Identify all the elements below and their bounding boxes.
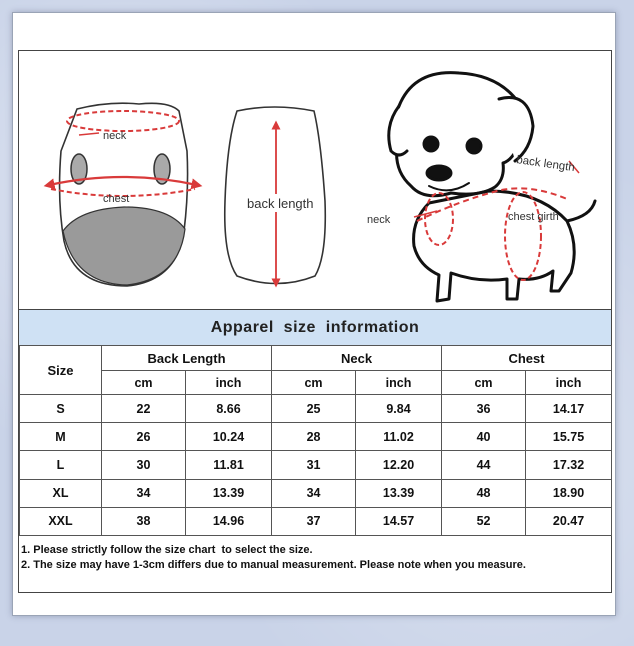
table-cell: 48 bbox=[442, 479, 526, 507]
vest-neck-label: neck bbox=[103, 130, 127, 142]
apparel-size-banner bbox=[19, 309, 611, 346]
table-cell: 13.39 bbox=[186, 479, 272, 507]
table-cell: 17.32 bbox=[526, 451, 612, 479]
table-cell: 31 bbox=[272, 451, 356, 479]
vest-front-illustration bbox=[49, 103, 197, 286]
size-chart-sheet bbox=[18, 50, 612, 593]
unit-inch: inch bbox=[526, 371, 612, 395]
table-cell: 34 bbox=[272, 479, 356, 507]
table-row bbox=[20, 395, 612, 423]
vest-chest-label: chest bbox=[103, 193, 130, 205]
table-cell: 8.66 bbox=[186, 395, 272, 423]
size-table bbox=[19, 345, 612, 536]
table-row bbox=[20, 423, 612, 451]
illustrations-svg bbox=[19, 51, 611, 309]
table-cell: 26 bbox=[102, 423, 186, 451]
vest-back-length-label: back length bbox=[247, 196, 314, 211]
banner-title: Apparel size information bbox=[210, 318, 420, 336]
note-1: 1. Please strictly follow the size chart to select the size. bbox=[21, 544, 313, 556]
table-cell: 44 bbox=[442, 451, 526, 479]
table-cell: 38 bbox=[102, 507, 186, 535]
table-cell: 11.81 bbox=[186, 451, 272, 479]
table-cell: 14.17 bbox=[526, 395, 612, 423]
table-cell: 22 bbox=[102, 395, 186, 423]
table-row bbox=[20, 451, 612, 479]
size-cell: XXL bbox=[20, 507, 102, 535]
chest-header: Chest bbox=[442, 346, 612, 371]
unit-inch: inch bbox=[356, 371, 442, 395]
dog-back-length-label: back length bbox=[515, 154, 576, 175]
size-cell: M bbox=[20, 423, 102, 451]
table-row bbox=[20, 479, 612, 507]
table-row bbox=[20, 507, 612, 535]
table-cell: 13.39 bbox=[356, 479, 442, 507]
table-cell: 40 bbox=[442, 423, 526, 451]
neck-header: Neck bbox=[272, 346, 442, 371]
table-cell: 20.47 bbox=[526, 507, 612, 535]
table-cell: 30 bbox=[102, 451, 186, 479]
table-cell: 9.84 bbox=[356, 395, 442, 423]
illustrations-panel bbox=[19, 51, 611, 309]
size-cell: XL bbox=[20, 479, 102, 507]
table-cell: 10.24 bbox=[186, 423, 272, 451]
size-cell: L bbox=[20, 451, 102, 479]
table-cell: 34 bbox=[102, 479, 186, 507]
vest-back-illustration bbox=[225, 107, 326, 284]
size-cell: S bbox=[20, 395, 102, 423]
unit-cm: cm bbox=[102, 371, 186, 395]
table-cell: 14.57 bbox=[356, 507, 442, 535]
table-cell: 36 bbox=[442, 395, 526, 423]
table-cell: 12.20 bbox=[356, 451, 442, 479]
table-cell: 25 bbox=[272, 395, 356, 423]
unit-inch: inch bbox=[186, 371, 272, 395]
back-length-header: Back Length bbox=[102, 346, 272, 371]
size-header: Size bbox=[20, 346, 102, 395]
table-cell: 11.02 bbox=[356, 423, 442, 451]
unit-cm: cm bbox=[272, 371, 356, 395]
dog-illustration bbox=[389, 73, 595, 301]
size-chart-card bbox=[12, 12, 616, 616]
size-notes bbox=[19, 543, 611, 592]
table-cell: 18.90 bbox=[526, 479, 612, 507]
table-cell: 37 bbox=[272, 507, 356, 535]
dog-neck-label: neck bbox=[367, 214, 391, 226]
unit-cm: cm bbox=[442, 371, 526, 395]
table-cell: 52 bbox=[442, 507, 526, 535]
table-cell: 14.96 bbox=[186, 507, 272, 535]
table-cell: 15.75 bbox=[526, 423, 612, 451]
dog-chest-girth-label: chest girth bbox=[508, 211, 559, 223]
table-cell: 28 bbox=[272, 423, 356, 451]
note-2: 2. The size may have 1-3cm differs due to manual measurement. Please note when you measure. bbox=[21, 559, 526, 571]
